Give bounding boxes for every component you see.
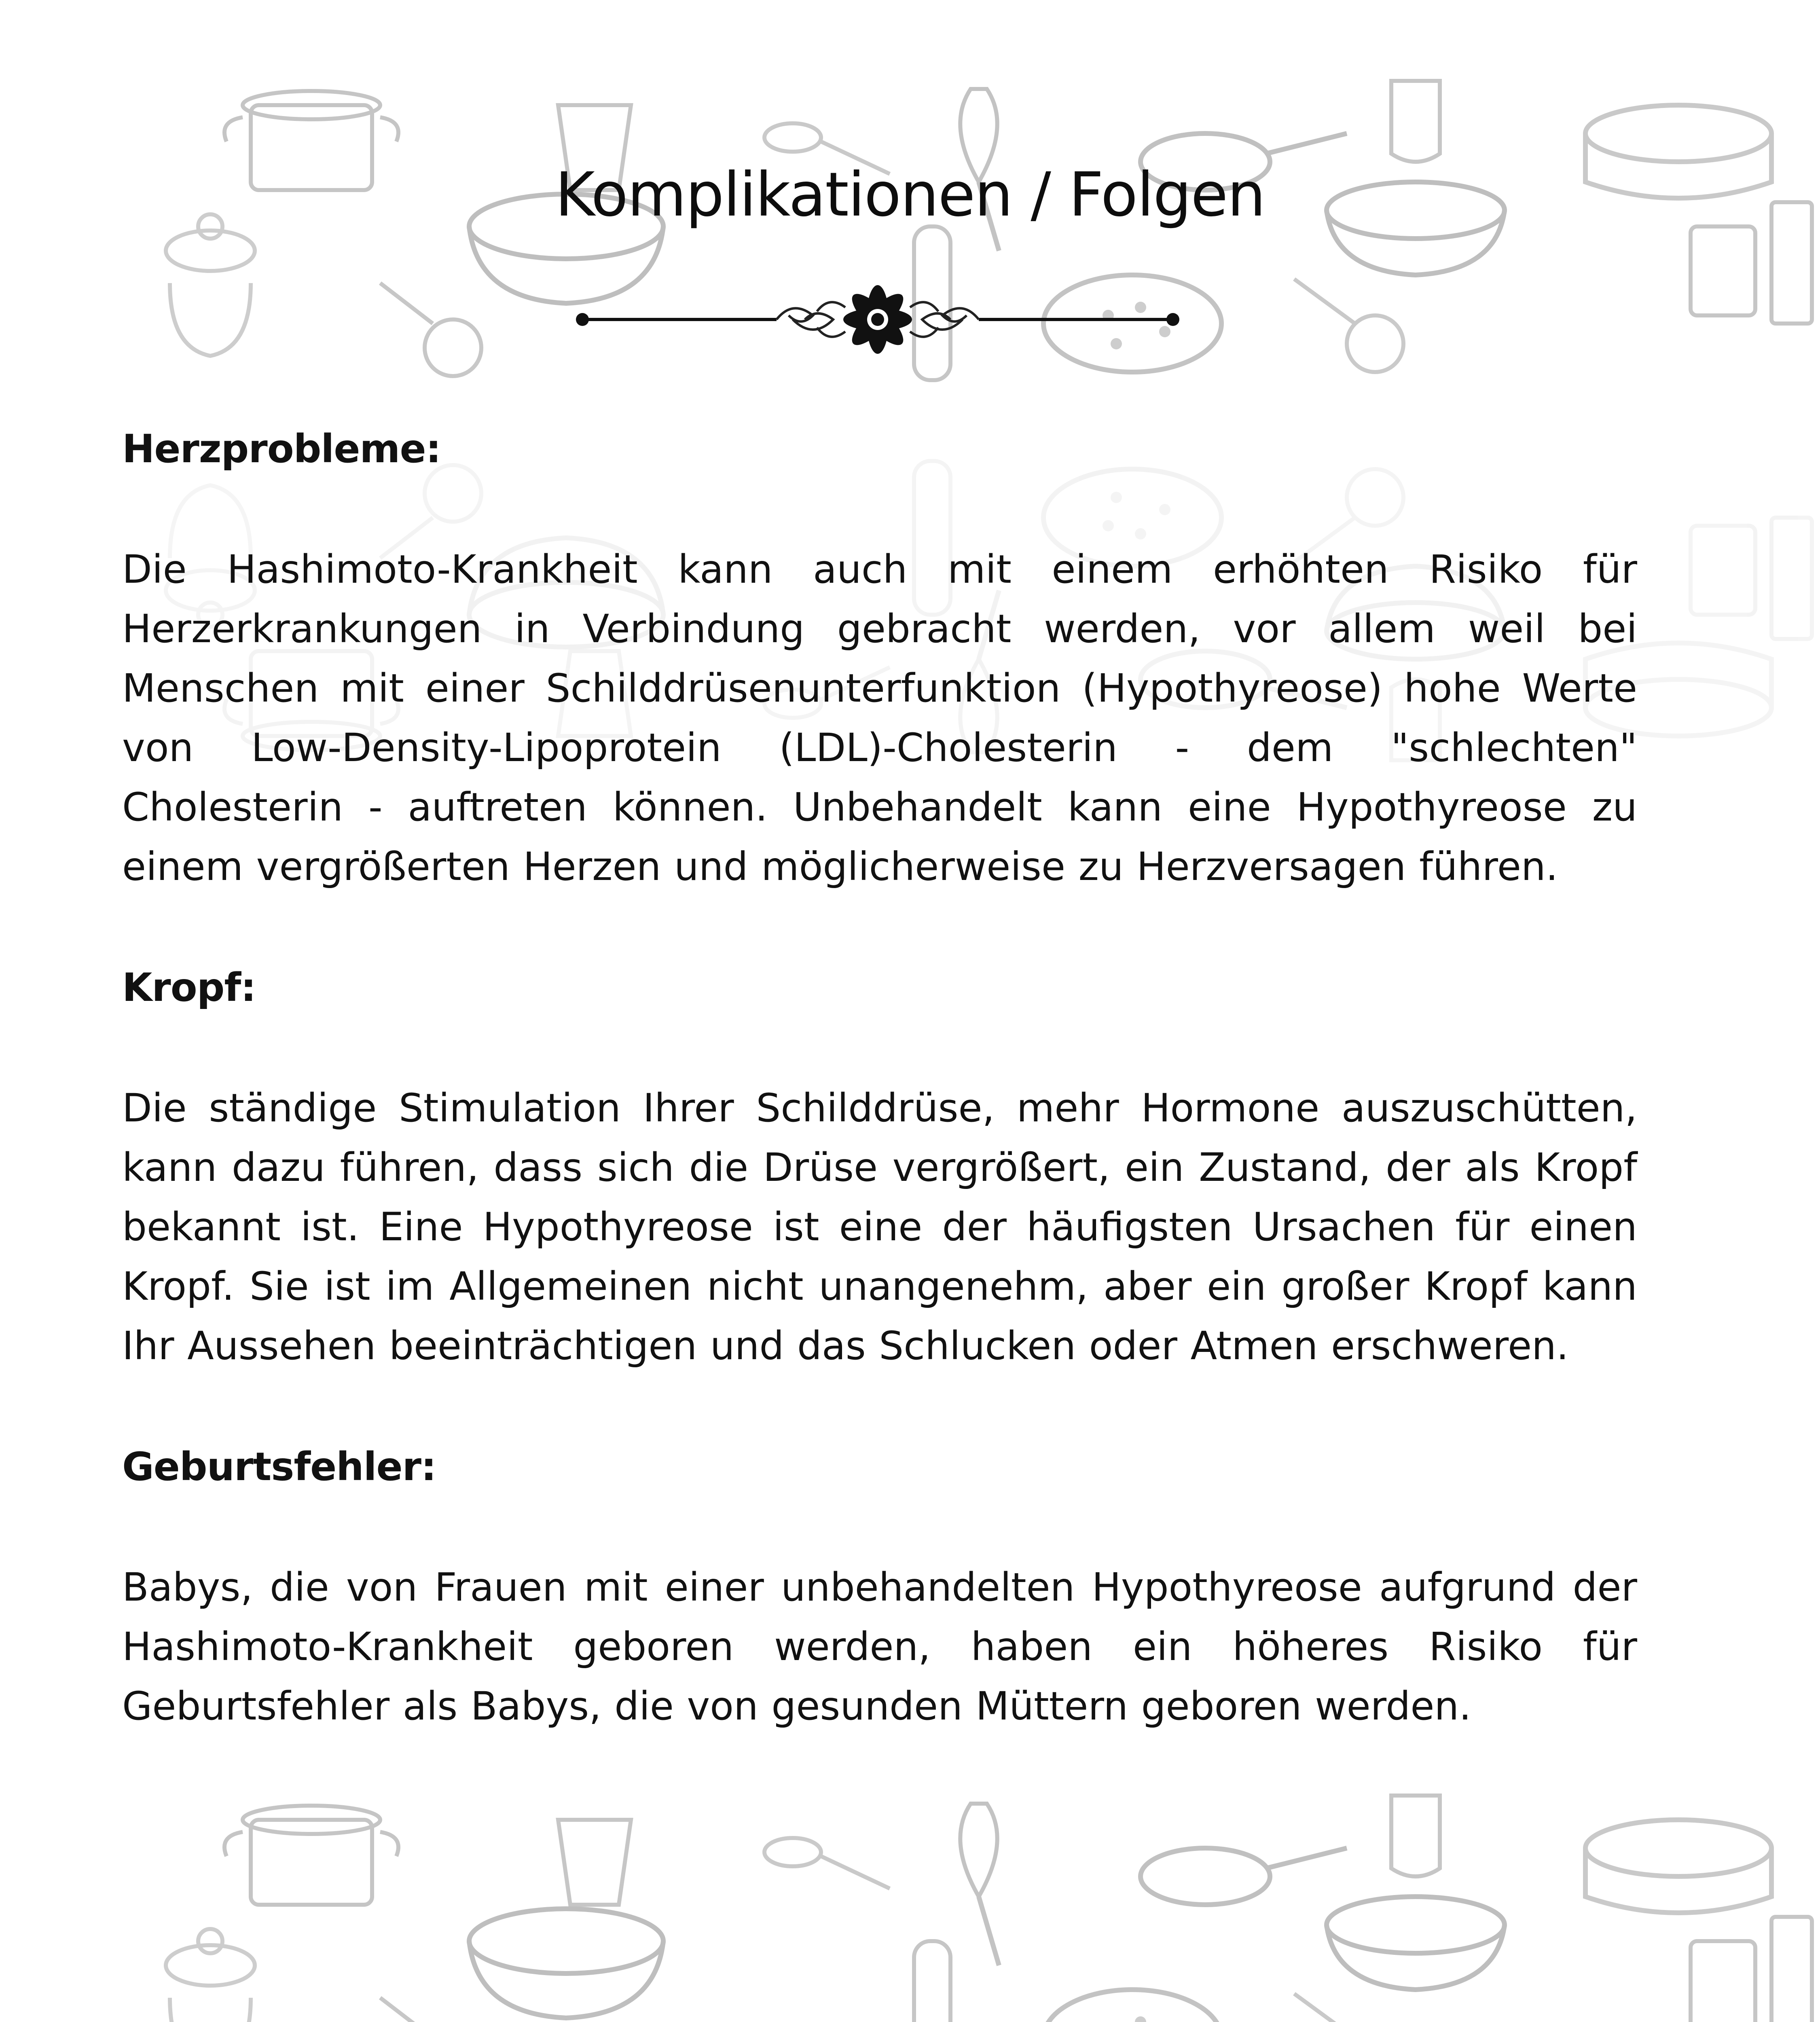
section-paragraph: Babys, die von Frauen mit einer unbehandelten Hypothyreose aufgrund der Hashimoto-Krankheit geboren werden, haben ein höheres Risiko für Geburtsfehler als Babys, die von gesunden Müttern geboren werden. bbox=[122, 1565, 1637, 1729]
section-paragraph: Die Hashimoto-Krankheit kann auch mit einem erhöhten Risiko für Herzerkrankungen in Verbindung gebracht werden, vor allem weil bei Menschen mit einer Schilddrüsenunterfunktion (Hypothyreose) hohe Werte von Low-Density-Lipoprotein (LDL)-Cholesterin - dem "schlechten" Cholesterin - auftreten können. Unbehandelt kann eine Hypothyreose zu einem vergrößerten Herzen und möglicherweise zu Herzversagen führen. bbox=[122, 547, 1637, 889]
section-heading: Geburtsfehler: bbox=[122, 1444, 436, 1489]
section-herzprobleme bbox=[122, 421, 1637, 897]
section-heading: Herzprobleme: bbox=[122, 426, 441, 472]
page-title: Komplikationen / Folgen bbox=[555, 160, 1265, 230]
flower-ornament-icon bbox=[566, 267, 1189, 372]
section-paragraph: Die ständige Stimulation Ihrer Schilddrüse, mehr Hormone auszuschütten, kann dazu führen, dass sich die Drüse vergrößert, ein Zustand, der als Kropf bekannt ist. Eine Hypothyreose ist eine der häufigsten Ursachen für einen Kropf. Sie ist im Allgemeinen nicht unangenehm, aber ein großer Kropf kann Ihr Aussehen beeinträchtigen und das Schlucken oder Atmen erschweren. bbox=[122, 1085, 1637, 1368]
section-kropf bbox=[122, 959, 1637, 1376]
main-content bbox=[122, 421, 1637, 1799]
section-heading: Kropf: bbox=[122, 965, 256, 1010]
section-geburtsfehler bbox=[122, 1438, 1637, 1736]
